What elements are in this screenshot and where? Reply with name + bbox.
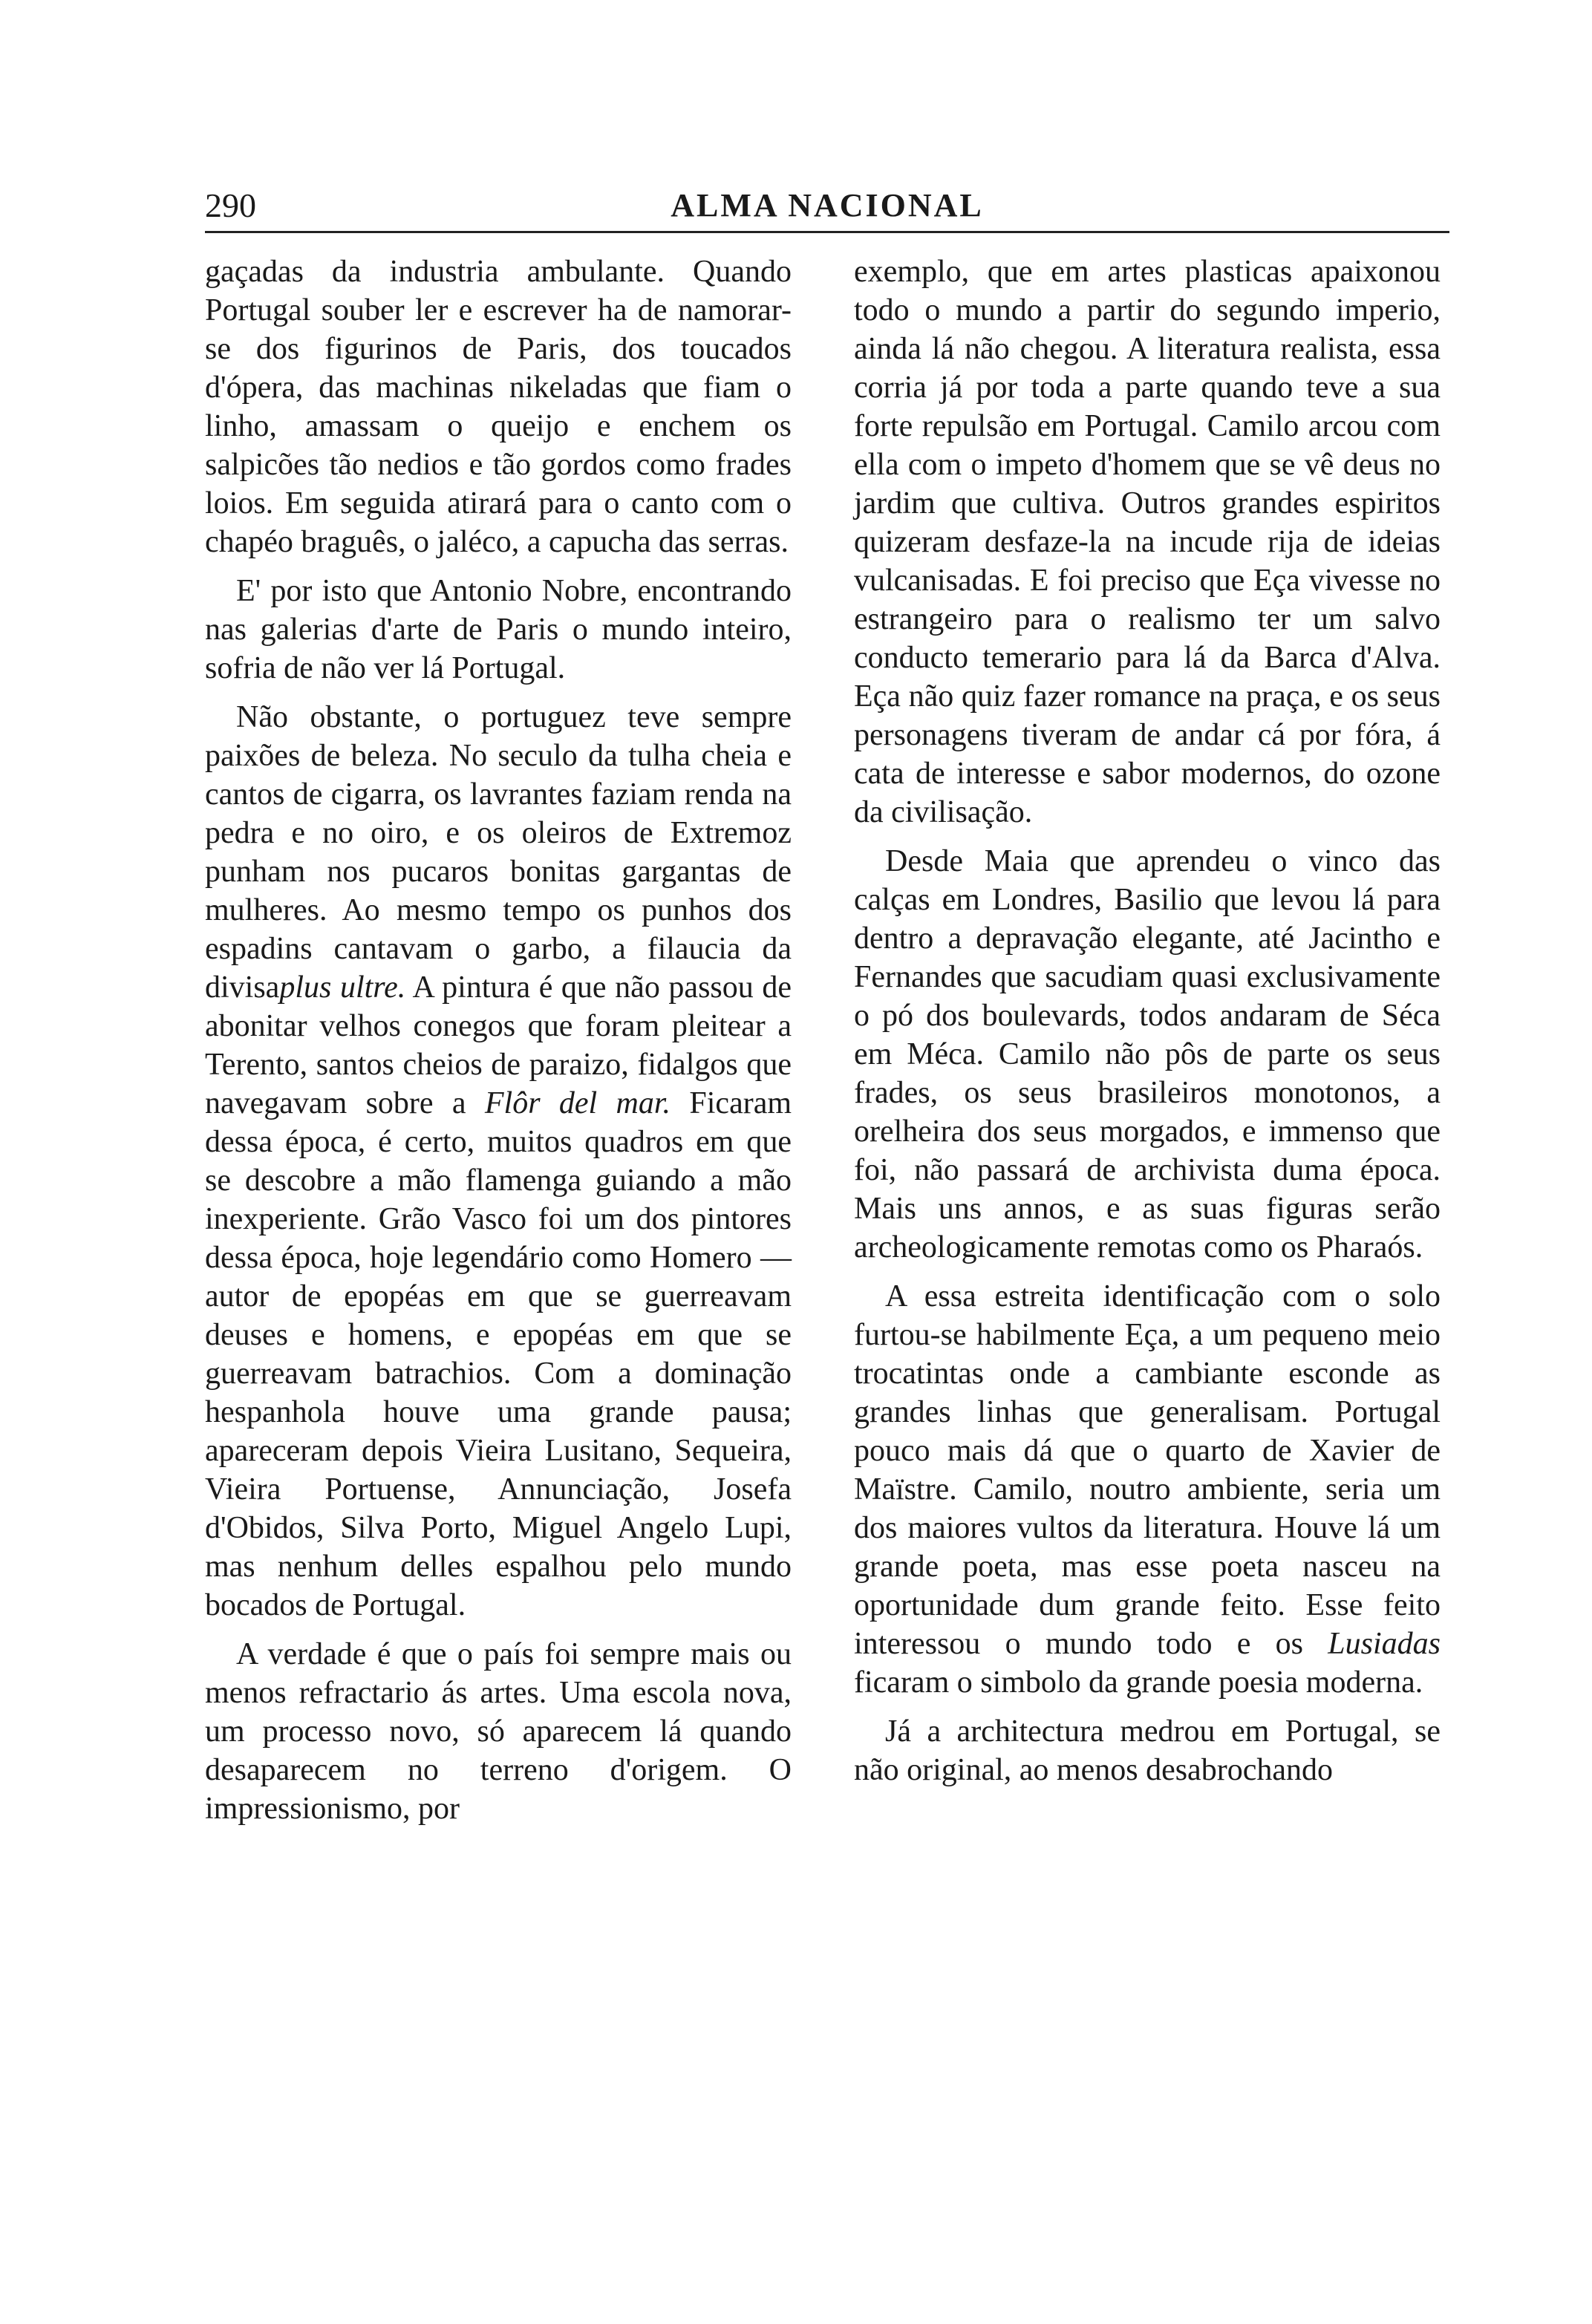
paragraph: Desde Maia que aprendeu o vinco das calças em Londres, Basilio que levou lá para dentro a depravação elegante, até Jacintho e Fernandes que sacudiam quasi exclusivamente o pó dos boulevards, todos andaram de Séca em Méca. Camilo não pôs de parte os seus frades, os seus brasileiros monotonos, a orelheira dos seus morgados, e immenso que foi, não passará de archivista duma época. Mais uns annos, e as suas figuras serão archeologicamente remotas como os Pharaós. bbox=[854, 844, 1441, 1264]
paragraph: Já a architectura medrou em Portugal, se não original, ao menos desabrochando bbox=[854, 1714, 1441, 1787]
text-run: ficaram o simbolo da grande poesia moderna. bbox=[854, 1665, 1423, 1700]
text-run: Ficaram dessa época, é certo, muitos quadros em que se descobre a mão flamenga guiando a mão inexperiente. Grão Vasco foi um dos pintores dessa época, hoje legendário como Homero — autor de epopéas em que se guerreavam deuses e homens, e epopéas em que se guerreavam batrachios. Com a dominação hespanhola houve uma grande pausa; apareceram depois Vieira Lusitano, Sequeira, Vieira Portuense, Annunciação, Josefa d'Obidos, Silva Porto, Miguel Angelo Lupi, mas nenhum delles espalhou pelo mundo bocados de Portugal. bbox=[205, 1086, 792, 1622]
page-header bbox=[205, 178, 1449, 233]
left-column bbox=[205, 252, 792, 1838]
text-run: A essa estreita identificação com o solo furtou-se habilmente Eça, a um pequeno meio trocatintas onde a cambiante esconde as grandes linhas que generalisam. Portugal pouco mais dá que o quarto de Xavier de Maïstre. Camilo, noutro ambiente, seria um dos maiores vultos da literatura. Houve lá um grande poeta, mas esse poeta nasceu na oportunidade dum grande feito. Esse feito interessou o mundo todo e os bbox=[854, 1279, 1441, 1661]
paragraph bbox=[854, 1277, 1441, 1702]
running-title: ALMA NACIONAL bbox=[671, 187, 984, 223]
right-column bbox=[854, 252, 1441, 1800]
italic-text: Lusiadas bbox=[1328, 1627, 1441, 1661]
text-run: Não obstante, o portuguez teve sempre paixões de beleza. No seculo da tulha cheia e cantos de cigarra, os lavrantes faziam renda na pedra e no oiro, e os oleiros de Extremoz punham nos pucaros bonitas gargantas de mulheres. Ao mesmo tempo os punhos dos espadins cantavam o garbo, a filaucia da divisa bbox=[205, 700, 792, 1005]
paragraph: A verdade é que o país foi sempre mais ou menos refractario ás artes. Uma escola nova, um processo novo, só aparecem lá quando desaparecem no terreno d'origem. O impressionismo, por bbox=[205, 1637, 792, 1826]
paragraph bbox=[205, 698, 792, 1625]
paragraph: gaçadas da industria ambulante. Quando Portugal souber ler e escrever ha de namorar-se dos figurinos de Paris, dos toucados d'ópera, das machinas nikeladas que fiam o linho, amassam o queijo e enchem os salpicões tão nedios e tão gordos como frades loios. Em seguida atirará para o canto com o chapéo braguês, o jaléco, a capucha das serras. bbox=[205, 255, 792, 559]
text-run: A pintura é que não passou de abonitar velhos conegos que foram pleitear a Terento, santos cheios de paraizo, fidalgos que navegavam sobre a bbox=[205, 970, 792, 1120]
paragraph: E' por isto que Antonio Nobre, encontrando nas galerias d'arte de Paris o mundo inteiro, sofria de não ver lá Portugal. bbox=[205, 574, 792, 685]
italic-text: Flôr del mar. bbox=[484, 1086, 671, 1120]
page-number: 290 bbox=[205, 186, 256, 224]
header-rule bbox=[205, 231, 1449, 233]
italic-text: plus ultre. bbox=[279, 970, 406, 1005]
paragraph: exemplo, que em artes plasticas apaixonou todo o mundo a partir do segundo imperio, ainda lá não chegou. A literatura realista, essa corria já por toda a parte quando teve a sua forte repulsão em Portugal. Camilo arcou com ella com o impeto d'homem que se vê deus no jardim que cultiva. Outros grandes espiritos quizeram desfaze-la na incude rija de ideias vulcanisadas. E foi preciso que Eça vivesse no estrangeiro para o realismo ter um salvo conducto temerario para lá da Barca d'Alva. Eça não quiz fazer romance na praça, e os seus personagens tiveram de andar cá por fóra, á cata de interesse e sabor modernos, do ozone da civilisação. bbox=[854, 255, 1441, 829]
